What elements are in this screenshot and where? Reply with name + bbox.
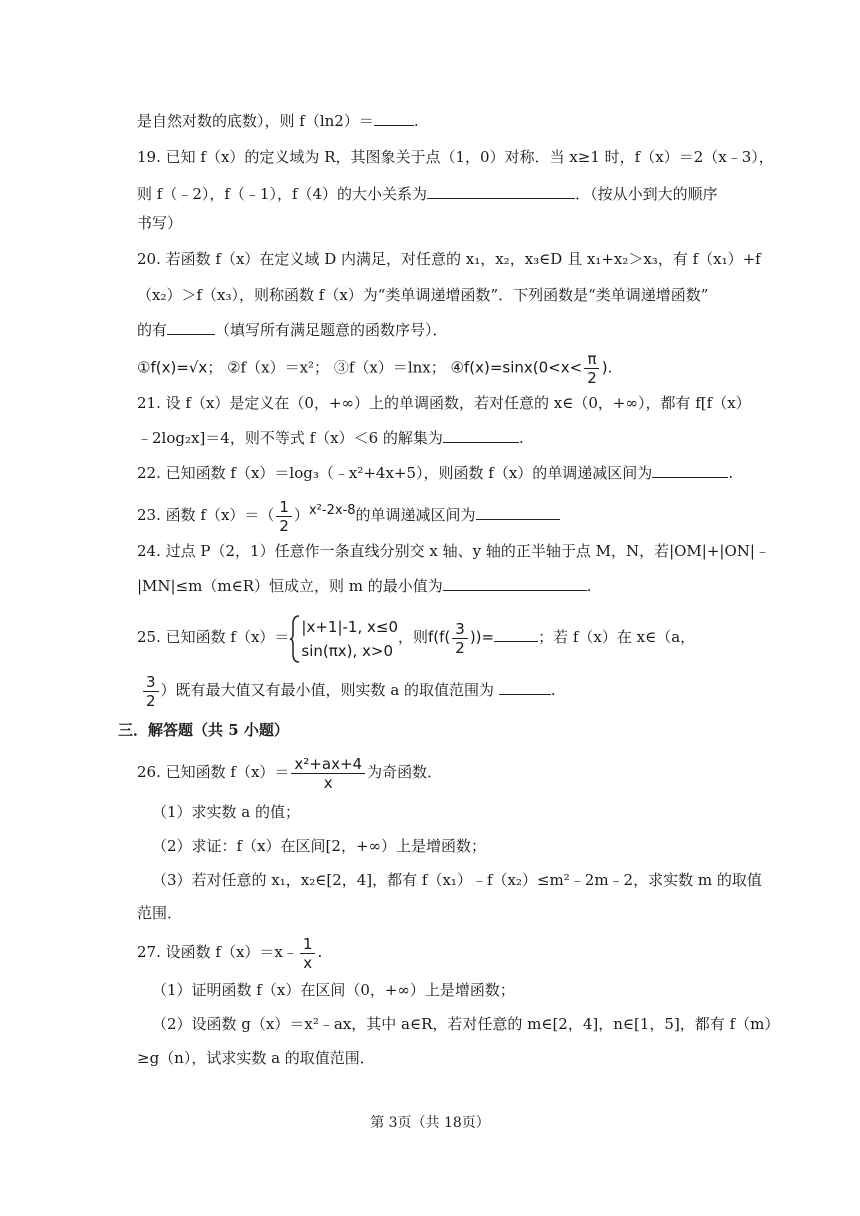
rational-fraction [291,755,365,792]
answer-blank [476,503,560,520]
question-text: 的有 [137,321,168,339]
question-number: 24. [137,542,161,560]
fraction-denominator: 2 [455,638,465,657]
question-19-line-1 [137,146,774,168]
question-text: 已知 f（x）的定义域为 R，其图象关于点（1，0）对称．当 x≥1 时，f（x）＝2（x﹣3）， [165,148,774,166]
question-19-line-3 [137,212,182,234]
fraction-numerator: 1 [276,498,292,517]
question-text: 函数 f（x）＝（ [165,506,275,524]
page-footer: 第 3页（共 18页） [370,1115,490,1131]
fraction-denominator: x [323,773,333,792]
question-number: 27. [137,943,161,961]
question-text: . [728,464,734,482]
fraction-numerator: 3 [452,620,468,639]
fraction-numerator: π [584,350,599,369]
option-4: ④f(x)=sinx(0<x< [450,358,583,377]
option-3: ③f（x）＝lnx； [333,358,446,377]
question-text: ） [293,506,309,524]
exponent: x²-2x-8 [308,503,356,518]
question-27-part-2: （2）设函数 g（x）＝x²﹣ax，其中 a∈R，若对任意的 m∈[2，4]，n∈[1，5]，都有 f（m） [152,1015,780,1033]
answer-blank [427,182,575,199]
question-text: 为奇函数． [367,763,443,781]
section-heading: 三．解答题（共 5 小题） [118,721,289,739]
question-number: 22. [137,464,161,482]
question-21-line-1 [137,392,751,414]
answer-blank [374,109,414,126]
left-brace-icon [289,614,301,664]
continuation-text: 是自然对数的底数），则 f（ln2）＝ [137,112,374,130]
piecewise-cases [301,615,398,663]
fraction-numerator: 3 [143,673,159,692]
question-text: . [586,577,592,595]
question-text: ﹣2log₂x]＝4，则不等式 f（x）＜6 的解集为 [137,429,443,447]
fraction-numerator: 1 [300,935,316,954]
one-half-fraction [276,498,292,535]
option-2: ②f（x）＝x²； [227,358,330,377]
question-text: . [550,681,556,699]
question-26-part-1: （1）求实数 a 的值； [152,803,301,821]
expression: f(f( [428,628,451,646]
answer-blank [652,461,728,478]
question-27-line-1 [137,932,322,972]
question-26-part-3: （3）若对任意的 x₁，x₂∈[2，4]，都有 f（x₁）﹣f（x₂）≤m²﹣2m﹣2，求实数 m 的取值 [152,871,762,889]
question-23-line-1 [137,494,560,535]
answer-blank [443,574,587,591]
case-2: sin(πx), x>0 [301,641,394,660]
question-27-part-1: （1）证明函数 f（x）在区间（0，+∞）上是增函数； [152,981,515,999]
question-text: 设 f（x）是定义在（0，+∞）上的单调函数，若对任意的 x∈（0，+∞），都有 f[f（x） [165,394,751,412]
question-22-line-1 [137,461,733,484]
question-number: 21. [137,394,161,412]
question-number: 23. [137,506,161,524]
question-text: 已知函数 f（x）＝log₃（﹣x²+4x+5），则函数 f（x）的单调递减区间为 [165,464,653,482]
question-text: （x₂）＞f（x₃），则称函数 f（x）为“类单调递增函数”．下列函数是“类单调递增函数” [137,286,709,304]
question-text: |MN|≤m（m∈R）恒成立，则 m 的最小值为 [137,577,443,595]
question-19-line-2 [137,182,718,205]
question-text: 已知函数 f（x）＝ [165,628,290,646]
question-number: 20. [137,250,161,268]
question-20-line-3 [137,318,448,341]
question-27-part-2-cont: ≥g（n），试求实数 a 的取值范围． [137,1049,375,1067]
question-text: 书写） [137,214,183,232]
question-text: （填写所有满足题意的函数序号）． [215,321,448,339]
answer-blank [443,426,519,443]
question-text: 则 f（﹣2），f（﹣1），f（4）的大小关系为 [137,185,428,203]
question-text: 的单调递减区间为 [355,506,476,524]
question-20-line-1 [137,248,761,270]
fraction-denominator: 2 [279,516,289,535]
answer-blank [494,625,538,642]
question-24-line-2 [137,574,592,597]
question-text: ．（按从小到大的顺序 [575,185,718,203]
question-26-part-3-cont: 范围． [137,904,183,922]
answer-blank [499,678,551,695]
three-halves-fraction [143,673,159,710]
question-text: 设函数 f（x）＝x﹣ [165,943,298,961]
fraction-denominator: 2 [587,369,597,387]
option-1: ①f(x)=√x； [137,358,223,377]
question-text: . [518,429,524,447]
three-halves-fraction [452,620,468,657]
question-20-options [137,350,612,387]
period: . [413,112,419,130]
one-over-x-fraction [300,935,316,972]
question-25-line-2 [143,670,556,710]
question-text: . [317,943,323,961]
question-26-part-2: （2）求证：f（x）在区间[2，+∞）上是增函数； [152,837,487,855]
question-20-line-2 [137,284,708,306]
question-text: ，则 [398,628,429,646]
question-number: 19. [137,148,161,166]
answer-blank [167,318,215,335]
piecewise-brace [289,613,398,664]
question-26-line-1 [137,752,442,792]
option-4-end: ). [601,358,613,377]
question-25-line-1 [137,612,695,664]
case-1: |x+1|-1, x≤0 [301,617,398,636]
fraction-numerator: x²+ax+4 [291,755,365,774]
question-text: 若函数 f（x）在定义域 D 内满足，对任意的 x₁，x₂，x₃∈D 且 x₁+x₂＞x₃，有 f（x₁）+f [165,250,761,268]
pi-over-2-fraction [584,350,600,387]
fraction-denominator: 2 [146,691,156,710]
continuation-line [137,109,419,132]
question-text: 过点 P（2，1）任意作一条直线分别交 x 轴、y 轴的正半轴于点 M，N，若|OM|+|ON|﹣ [165,542,770,560]
question-number: 25. [137,628,161,646]
question-text: ；若 f（x）在 x∈（a， [538,628,696,646]
question-number: 26. [137,763,161,781]
question-text: ）既有最大值又有最小值，则实数 a 的取值范围为 [160,681,495,699]
fraction-denominator: x [303,953,313,972]
question-24-line-1 [137,540,770,562]
question-text: 已知函数 f（x）＝ [165,763,290,781]
expression: ))= [469,628,495,646]
question-21-line-2 [137,426,524,449]
